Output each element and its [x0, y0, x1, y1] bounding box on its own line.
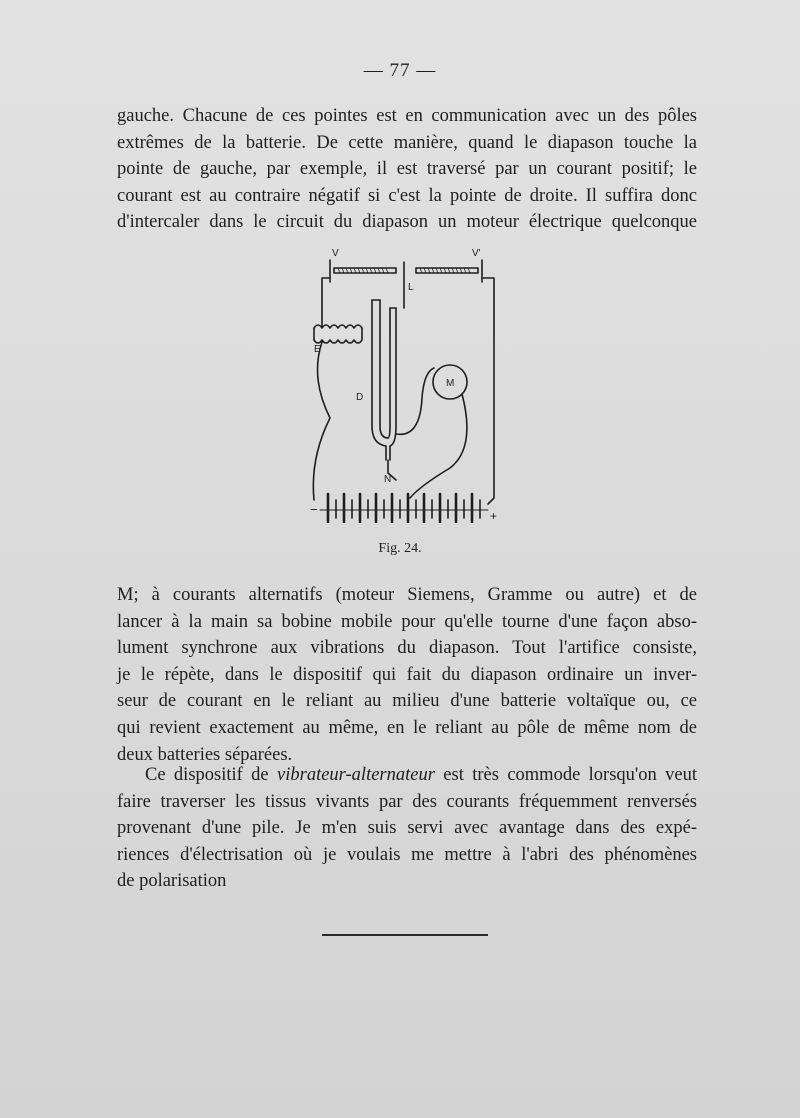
- label-v-right: V': [472, 248, 481, 259]
- label-d: D: [356, 392, 364, 403]
- text-line: courant est au contraire négatif si c'est la pointe de droite. Il suffira donc: [117, 185, 697, 206]
- text-line: lument synchrone aux vibrations du diapason. Tout l'artifice consiste,: [117, 638, 697, 659]
- wire-right: [482, 278, 494, 504]
- wire-motor-fork: [396, 368, 434, 434]
- text-line: qui revient exactement au même, en le reliant au pôle de même nom de: [117, 717, 697, 738]
- label-plus: +: [490, 509, 498, 523]
- text-line: d'intercaler dans le circuit du diapason un moteur électrique quelconque: [117, 212, 697, 233]
- text-segment: est très commode lorsqu'on veut: [434, 765, 697, 785]
- label-minus: −: [310, 502, 318, 517]
- wire-left: [313, 342, 330, 500]
- wire-left-top: [322, 278, 330, 326]
- battery: [320, 494, 488, 522]
- text-line: extrêmes de la batterie. De cette manière, quand le diapason touche la: [117, 132, 697, 153]
- footnote-rule: [322, 934, 488, 936]
- label-l: L: [408, 282, 414, 293]
- text-line: je le répète, dans le dispositif qui fait du diapason ordinaire un inver-: [117, 664, 697, 685]
- label-n: N: [384, 474, 392, 485]
- label-m: M: [446, 378, 455, 389]
- text-line: [117, 762, 697, 789]
- text-line: faire traverser les tissus vivants par des courants fréquemment renversés: [117, 791, 697, 812]
- text-line: deux batteries séparées.: [117, 744, 293, 765]
- wire-motor-battery: [410, 394, 467, 498]
- label-e: E: [314, 344, 321, 355]
- motor-pointer: [436, 368, 440, 372]
- paragraph-1: [117, 103, 697, 236]
- electromagnet-coil-e: [314, 325, 362, 343]
- paragraph-3: [117, 762, 697, 895]
- text-segment: Ce dispositif de: [145, 765, 278, 785]
- text-line: pointe de gauche, par exemple, il est traversé par un courant positif; le: [117, 159, 697, 180]
- text-line: de polarisation: [117, 871, 227, 892]
- tuning-fork-d: [372, 300, 396, 460]
- text-line: M; à courants alternatifs (moteur Siemens, Gramme ou autre) et de: [117, 585, 697, 605]
- text-line: gauche. Chacune de ces pointes est en communication avec un des pôles: [117, 106, 697, 126]
- text-line: provenant d'une pile. Je m'en suis servi avec avantage dans des expé-: [117, 818, 697, 839]
- figure-caption: Fig. 24.: [378, 541, 422, 556]
- italic-term: vibrateur-alternateur: [277, 765, 435, 785]
- text-line: seur de courant en le reliant au milieu d'une batterie voltaïque ou, ce: [117, 691, 697, 712]
- text-line: riences d'électrisation où je voulais me mettre à l'abri des phénomènes: [117, 844, 697, 865]
- text-line: lancer à la main sa bobine mobile pour qu'elle tourne d'une façon abso-: [117, 611, 697, 632]
- paragraph-2: [117, 582, 697, 768]
- tuning-fork-circuit-figure: [300, 248, 510, 523]
- label-v-left: V: [332, 248, 339, 259]
- page-number: — 77 —: [363, 60, 437, 81]
